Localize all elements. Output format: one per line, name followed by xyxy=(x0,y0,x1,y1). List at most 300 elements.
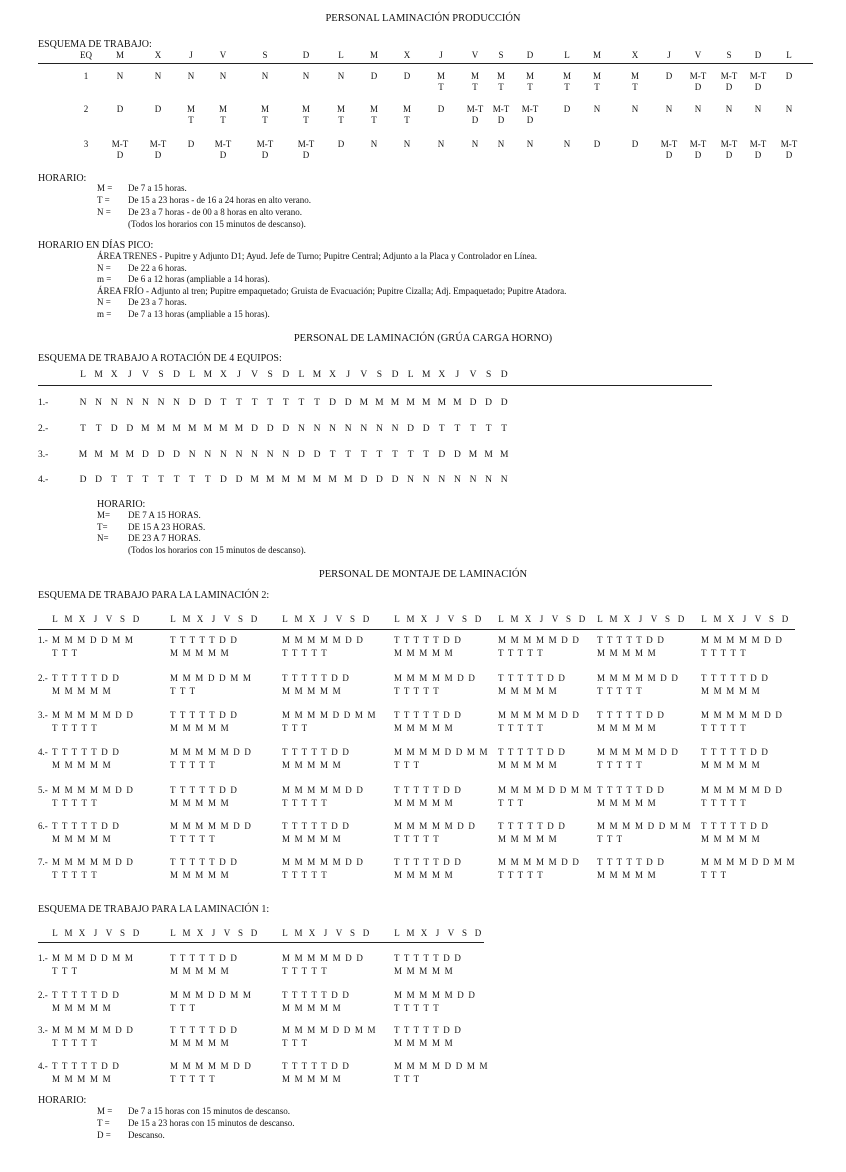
shift-cell: M M M M M D D xyxy=(52,785,135,795)
shift-cell: D xyxy=(157,450,165,460)
horario-text: (Todos los horarios con 15 minutos de descanso). xyxy=(128,544,306,555)
shift-cell: M M M M M xyxy=(282,760,342,770)
pico-text: De 23 a 7 horas. xyxy=(128,297,187,307)
table-header-cell: D xyxy=(500,370,508,380)
table-header-cell: L xyxy=(564,50,570,60)
shift-cell: D xyxy=(471,115,479,125)
table-header-cell: M xyxy=(182,614,191,624)
shift-cell: N xyxy=(785,104,793,114)
table-header-cell: M xyxy=(312,370,322,380)
shift-cell: D xyxy=(370,71,378,81)
row-label: 3.- xyxy=(38,450,49,460)
shift-cell: T T T T T xyxy=(282,966,328,976)
row-label: 1 xyxy=(83,71,89,81)
shift-cell: T xyxy=(158,475,164,485)
shift-cell: M M M D D M M xyxy=(170,673,253,683)
shift-cell: D xyxy=(563,104,571,114)
table-header-cell: M xyxy=(203,370,213,380)
shift-cell: T xyxy=(251,398,258,408)
shift-cell: T xyxy=(303,115,309,125)
shift-cell: T T T T T D D xyxy=(170,1025,239,1035)
horario-text: De 15 a 23 horas - de 16 a 24 horas en alto verano. xyxy=(128,195,311,205)
shift-cell: T xyxy=(298,398,305,408)
shift-cell: M xyxy=(265,475,275,485)
shift-cell: M M M M M xyxy=(394,798,454,808)
shift-cell: N xyxy=(154,71,162,81)
shift-cell: M M M M M D D xyxy=(701,785,784,795)
table-header-cell: X xyxy=(219,370,227,380)
shift-cell: T xyxy=(564,82,570,92)
pico-key: m = xyxy=(97,274,112,284)
shift-cell: N xyxy=(437,139,445,149)
shift-cell: T T T T T xyxy=(597,760,643,770)
shift-cell: M xyxy=(630,71,640,81)
shift-cell: M xyxy=(496,71,506,81)
shift-cell: N xyxy=(126,398,134,408)
shift-cell: T xyxy=(360,450,367,460)
shift-cell: M xyxy=(406,398,415,408)
table-header-cell: M xyxy=(64,928,73,938)
table-header-cell: J xyxy=(323,614,328,624)
table-header-cell: J xyxy=(439,50,443,60)
shift-cell: M xyxy=(468,450,478,460)
shift-cell: N xyxy=(370,139,378,149)
shift-cell: M M M M M xyxy=(52,1003,112,1013)
shift-cell: N xyxy=(593,104,601,114)
table-header-cell: L xyxy=(701,614,707,624)
shift-cell: D xyxy=(95,475,103,485)
horario-key: M = xyxy=(97,183,113,193)
shift-cell: T T T xyxy=(597,834,624,844)
pico-text: De 22 a 6 horas. xyxy=(128,262,187,273)
table-header-cell: X xyxy=(631,50,639,60)
shift-cell: M M M M M xyxy=(52,760,112,770)
shift-cell: T xyxy=(142,475,149,485)
table-header-cell: V xyxy=(335,928,343,938)
shift-cell: D xyxy=(302,150,310,160)
shift-cell: M M M M M D D xyxy=(498,710,581,720)
shift-cell: T T T T T D D xyxy=(394,857,463,867)
table-header-cell: J xyxy=(435,614,440,624)
table-header-cell: L xyxy=(170,614,176,624)
table-header-cell: M xyxy=(609,614,618,624)
shift-cell: T xyxy=(282,398,289,408)
shift-cell: T xyxy=(407,450,414,460)
table-header-cell: M xyxy=(182,928,191,938)
shift-cell: M-T xyxy=(521,104,539,114)
shift-cell: M M M M M xyxy=(170,870,230,880)
table-header-cell: X xyxy=(196,928,204,938)
row-label: 3.- xyxy=(38,1025,48,1035)
shift-cell: N xyxy=(219,450,227,460)
shift-cell: D xyxy=(282,424,290,434)
horario-text: (Todos los horarios con 15 minutos de descanso). xyxy=(128,219,306,229)
shift-cell: D xyxy=(785,150,793,160)
shift-cell: M M M M M D D xyxy=(701,635,784,645)
shift-cell: D xyxy=(173,450,181,460)
shift-cell: T T T T T xyxy=(282,798,328,808)
shift-cell: N xyxy=(157,398,165,408)
row-label: 2.- xyxy=(38,990,48,1000)
pico-text: ÁREA TRENES - Pupitre y Adjunto D1; Ayud. Jefe de Turno; Pupitre Central; Adjunto a la Placa y Controlador en Línea. xyxy=(97,251,537,261)
shift-cell: T xyxy=(404,115,410,125)
shift-cell: M xyxy=(592,71,602,81)
table-header-cell: S xyxy=(461,614,468,624)
shift-cell: T T T T T D D xyxy=(282,673,351,683)
shift-cell: M-T xyxy=(466,104,484,114)
row-label: 2.- xyxy=(38,424,49,434)
shift-cell: D xyxy=(360,475,368,485)
table-header-cell: X xyxy=(420,928,428,938)
shift-cell: N xyxy=(375,424,383,434)
table-header-cell: S xyxy=(461,928,468,938)
shift-cell: D xyxy=(375,475,383,485)
shift-cell: M xyxy=(343,475,353,485)
shift-cell: D xyxy=(407,424,415,434)
shift-cell: T T T T T D D xyxy=(597,857,666,867)
shift-cell: D xyxy=(785,71,793,81)
shift-cell: M xyxy=(470,71,480,81)
shift-cell: N xyxy=(173,398,181,408)
row-label: 4.- xyxy=(38,475,49,485)
shift-cell: M-T xyxy=(660,139,678,149)
section-title: PERSONAL LAMINACIÓN PRODUCCIÓN xyxy=(325,13,521,24)
shift-cell: T T T xyxy=(52,966,79,976)
shift-cell: T T T T T D D xyxy=(597,710,666,720)
shift-cell: M M M M M xyxy=(498,834,558,844)
shift-cell: D xyxy=(329,398,337,408)
shift-cell: M xyxy=(281,475,291,485)
shift-cell: M M M M M xyxy=(701,686,761,696)
table-header-cell: D xyxy=(677,614,685,624)
horario-key: M = xyxy=(97,1106,113,1116)
shift-cell: M xyxy=(421,398,431,408)
shift-cell: T T T T T xyxy=(701,723,747,733)
shift-cell: T T T T T D D xyxy=(282,821,351,831)
shift-cell: M M M M M D D xyxy=(597,673,680,683)
horario-key: D = xyxy=(97,1130,111,1140)
shift-cell: N xyxy=(116,71,124,81)
shift-cell: M M M M M D D xyxy=(394,990,477,1000)
table-header-cell: V xyxy=(105,928,113,938)
shift-cell: M M M M M D D xyxy=(498,857,581,867)
table-header-cell: J xyxy=(93,928,98,938)
shift-cell: T T T T T xyxy=(52,723,98,733)
shift-cell: D xyxy=(665,150,673,160)
shift-cell: D xyxy=(154,104,162,114)
shift-cell: T T T T T xyxy=(170,834,216,844)
horario-text: DE 23 A 7 HORAS. xyxy=(128,533,201,543)
table-header-cell: V xyxy=(447,928,455,938)
shift-cell: M M M M M D D xyxy=(170,747,253,757)
shift-cell: N xyxy=(251,450,259,460)
shift-cell: N xyxy=(453,475,461,485)
shift-cell: N xyxy=(438,475,446,485)
table-header-cell: X xyxy=(308,614,316,624)
shift-cell: M-T xyxy=(720,71,738,81)
shift-cell: D xyxy=(188,398,196,408)
table-header-cell: X xyxy=(524,614,532,624)
shift-cell: D xyxy=(154,150,162,160)
shift-cell: M xyxy=(94,450,103,460)
shift-cell: N xyxy=(485,475,493,485)
row-label: 2 xyxy=(83,104,89,114)
table-header-cell: V xyxy=(335,614,343,624)
shift-cell: N xyxy=(235,450,243,460)
shift-cell: N xyxy=(344,424,352,434)
shift-cell: T T T xyxy=(394,760,421,770)
shift-cell: M xyxy=(336,104,346,114)
shift-cell: T T T T T xyxy=(282,870,328,880)
shift-cell: D xyxy=(437,104,445,114)
shift-cell: M M M M M xyxy=(498,760,558,770)
table-header-cell: X xyxy=(196,614,204,624)
shift-cell: D xyxy=(79,475,87,485)
table-header-cell: EQ xyxy=(80,50,92,60)
shift-cell: M M M M D D M M xyxy=(701,857,796,867)
shift-cell: M M M M D D M M xyxy=(498,785,593,795)
shift-cell: M xyxy=(234,424,244,434)
shift-cell: M-T xyxy=(492,104,510,114)
horario-key: T = xyxy=(97,195,110,205)
shift-cell: M M M M M D D xyxy=(498,635,581,645)
table-rule xyxy=(38,385,712,386)
shift-cell: M-T xyxy=(214,139,232,149)
row-label: 4.- xyxy=(38,747,48,757)
shift-cell: T xyxy=(527,82,533,92)
shift-cell: T T T T T D D xyxy=(701,673,770,683)
table-header-cell: M xyxy=(510,614,519,624)
table-header-cell: J xyxy=(237,370,241,380)
table-header-cell: V xyxy=(251,370,259,380)
shift-cell: T T T T T D D xyxy=(170,710,239,720)
shift-cell: N xyxy=(631,104,639,114)
table-header-cell: S xyxy=(485,370,492,380)
table-header-cell: D xyxy=(173,370,181,380)
shift-cell: T xyxy=(438,424,445,434)
table-header-cell: S xyxy=(262,50,268,60)
table-header-cell: L xyxy=(52,614,58,624)
shift-cell: D xyxy=(251,424,259,434)
shift-cell: T T T T T D D xyxy=(52,821,121,831)
shift-cell: T T T T T D D xyxy=(170,857,239,867)
shift-cell: M xyxy=(562,71,572,81)
row-label: 4.- xyxy=(38,1061,48,1071)
table-header-cell: M xyxy=(421,370,431,380)
table-header-cell: S xyxy=(119,928,126,938)
pico-text: ÁREA FRÍO - Adjunto al tren; Pupitre empaquetado; Gruista de Evacuación; Pupitre Cizalla; Adj. Empaquetado; Pupitre Atadora. xyxy=(97,285,567,296)
table-header-cell: X xyxy=(78,928,86,938)
shift-cell: T T T T T D D xyxy=(282,990,351,1000)
shift-cell: T T T T T xyxy=(498,723,544,733)
table-header-cell: D xyxy=(302,50,310,60)
table-header-cell: X xyxy=(78,614,86,624)
shift-cell: N xyxy=(297,424,305,434)
table-header-cell: S xyxy=(768,614,775,624)
row-label: 7.- xyxy=(38,857,48,867)
shift-cell: T T T xyxy=(170,686,197,696)
shift-cell: T T T T T D D xyxy=(170,785,239,795)
shift-cell: T T T T T xyxy=(701,648,747,658)
table-header-cell: V xyxy=(551,614,559,624)
shift-cell: D xyxy=(126,424,134,434)
shift-cell: M M M M M D D xyxy=(170,1061,253,1071)
table-header-cell: M xyxy=(294,614,303,624)
horario-text: De 7 a 15 horas con 15 minutos de descanso. xyxy=(128,1106,290,1116)
shift-cell: D xyxy=(116,104,124,114)
shift-cell: M M M M M xyxy=(498,686,558,696)
section-title: PERSONAL DE LAMINACIÓN (GRÚA CARGA HORNO) xyxy=(293,333,553,344)
shift-cell: D xyxy=(313,450,321,460)
shift-cell: M M M M M D D xyxy=(282,953,365,963)
shift-cell: M xyxy=(78,450,88,460)
section-subtitle: ESQUEMA DE TRABAJO PARA LA LAMINACIÓN 1: xyxy=(38,904,270,915)
table-header-cell: S xyxy=(349,928,356,938)
shift-cell: M xyxy=(141,424,150,434)
shift-cell: T xyxy=(95,424,102,434)
shift-cell: M-T xyxy=(749,71,767,81)
shift-cell: M M M M M D D xyxy=(170,821,253,831)
shift-cell: T T T T T D D xyxy=(394,1025,463,1035)
shift-cell: T T T T T D D xyxy=(701,747,770,757)
shift-cell: M xyxy=(484,450,493,460)
shift-cell: N xyxy=(141,398,149,408)
shift-cell: M M M M M xyxy=(701,834,761,844)
pico-key: N = xyxy=(97,262,111,273)
shift-cell: N xyxy=(187,71,195,81)
shift-cell: M-T xyxy=(297,139,315,149)
shift-cell: M M M M M D D xyxy=(701,710,784,720)
shift-cell: M xyxy=(369,104,379,114)
shift-cell: D xyxy=(694,82,702,92)
shift-cell: M M M M D D M M xyxy=(597,821,692,831)
shift-cell: T T T T T xyxy=(52,1038,98,1048)
table-header-cell: S xyxy=(565,614,572,624)
shift-cell: M xyxy=(436,71,446,81)
table-header-cell: M xyxy=(713,614,722,624)
table-header-cell: M xyxy=(406,928,415,938)
shift-cell: M xyxy=(172,424,181,434)
shift-cell: T T T T T D D xyxy=(394,710,463,720)
horario-heading: HORARIO: xyxy=(38,1095,87,1106)
table-header-cell: L xyxy=(394,614,400,624)
table-header-cell: S xyxy=(664,614,671,624)
shift-cell: M M M M M xyxy=(170,1038,230,1048)
shift-cell: N xyxy=(407,475,415,485)
shift-cell: M M M M M xyxy=(170,723,230,733)
shift-cell: M M M M D D M M xyxy=(282,710,377,720)
table-header-cell: D xyxy=(282,370,290,380)
shift-cell: T xyxy=(188,115,194,125)
table-header-cell: S xyxy=(237,928,244,938)
shift-cell: M xyxy=(328,475,337,485)
table-rule xyxy=(38,629,795,630)
shift-cell: T T T T T D D xyxy=(597,635,666,645)
row-label: 1.- xyxy=(38,398,49,408)
table-header-cell: S xyxy=(267,370,273,380)
shift-cell: D xyxy=(438,450,446,460)
table-header-cell: X xyxy=(403,50,411,60)
shift-cell: N xyxy=(694,104,702,114)
shift-cell: T xyxy=(173,475,180,485)
table-header-cell: D xyxy=(578,614,586,624)
table-header-cell: V xyxy=(650,614,658,624)
table-header-cell: X xyxy=(420,614,428,624)
shift-cell: N xyxy=(665,104,673,114)
shift-cell: T xyxy=(392,450,398,460)
shift-cell: N xyxy=(204,450,212,460)
shift-cell: D xyxy=(754,150,762,160)
table-header-cell: V xyxy=(447,614,455,624)
pico-heading: HORARIO EN DÍAS PICO: xyxy=(38,240,154,251)
shift-cell: M xyxy=(218,104,228,114)
pico-key: N = xyxy=(97,297,111,307)
shift-cell: T xyxy=(594,82,600,92)
section-subtitle: ESQUEMA DE TRABAJO A ROTACIÓN DE 4 EQUIPOS: xyxy=(38,353,282,364)
shift-cell: T T T T T xyxy=(597,686,643,696)
shift-cell: M xyxy=(375,398,384,408)
shift-cell: T xyxy=(111,475,118,485)
table-header-cell: J xyxy=(435,928,440,938)
pico-text: De 6 a 12 horas (ampliable a 14 horas). xyxy=(128,274,270,284)
shift-cell: T xyxy=(314,398,320,408)
shift-cell: N xyxy=(563,139,571,149)
table-header-cell: J xyxy=(189,50,193,60)
shift-cell: M xyxy=(525,71,535,81)
shift-cell: N xyxy=(266,450,274,460)
shift-cell: T T T T T xyxy=(498,648,544,658)
shift-cell: D xyxy=(219,475,227,485)
row-label: 6.- xyxy=(38,821,48,831)
table-header-cell: M xyxy=(406,614,415,624)
table-header-cell: J xyxy=(127,370,132,380)
table-header-cell: L xyxy=(498,614,504,624)
table-header-cell: L xyxy=(786,50,792,60)
shift-cell: N xyxy=(360,424,368,434)
section-title: PERSONAL DE MONTAJE DE LAMINACIÓN xyxy=(318,569,528,580)
shift-cell: N xyxy=(469,475,477,485)
table-header-cell: M xyxy=(592,50,602,60)
table-header-cell: M xyxy=(369,50,379,60)
table-header-cell: X xyxy=(329,370,337,380)
shift-cell: N xyxy=(329,424,337,434)
shift-cell: M M M M M xyxy=(394,1038,454,1048)
shift-cell: M-T xyxy=(720,139,738,149)
pico-key: m = xyxy=(97,308,112,319)
shift-cell: T xyxy=(126,475,133,485)
table-header-cell: S xyxy=(498,50,504,60)
table-header-cell: X xyxy=(110,370,118,380)
table-header-cell: D xyxy=(391,370,399,380)
shift-cell: M-T xyxy=(689,71,707,81)
shift-cell: T T T xyxy=(282,723,309,733)
shift-cell: T T T T T D D xyxy=(498,821,567,831)
shift-cell: M M M M M xyxy=(282,1074,342,1084)
shift-cell: M xyxy=(437,398,447,408)
table-header-cell: D xyxy=(250,928,258,938)
shift-cell: N xyxy=(526,139,534,149)
shift-cell: M M M M M xyxy=(597,648,657,658)
shift-cell: T T T T T D D xyxy=(394,953,463,963)
shift-cell: T T T T T xyxy=(52,798,98,808)
table-header-cell: D xyxy=(132,614,140,624)
shift-cell: T T T T T D D xyxy=(498,673,567,683)
shift-cell: T T T xyxy=(282,1038,309,1048)
table-header-cell: S xyxy=(237,614,244,624)
shift-cell: T xyxy=(236,398,242,408)
table-header-cell: L xyxy=(80,370,86,380)
table-header-cell: S xyxy=(376,370,383,380)
